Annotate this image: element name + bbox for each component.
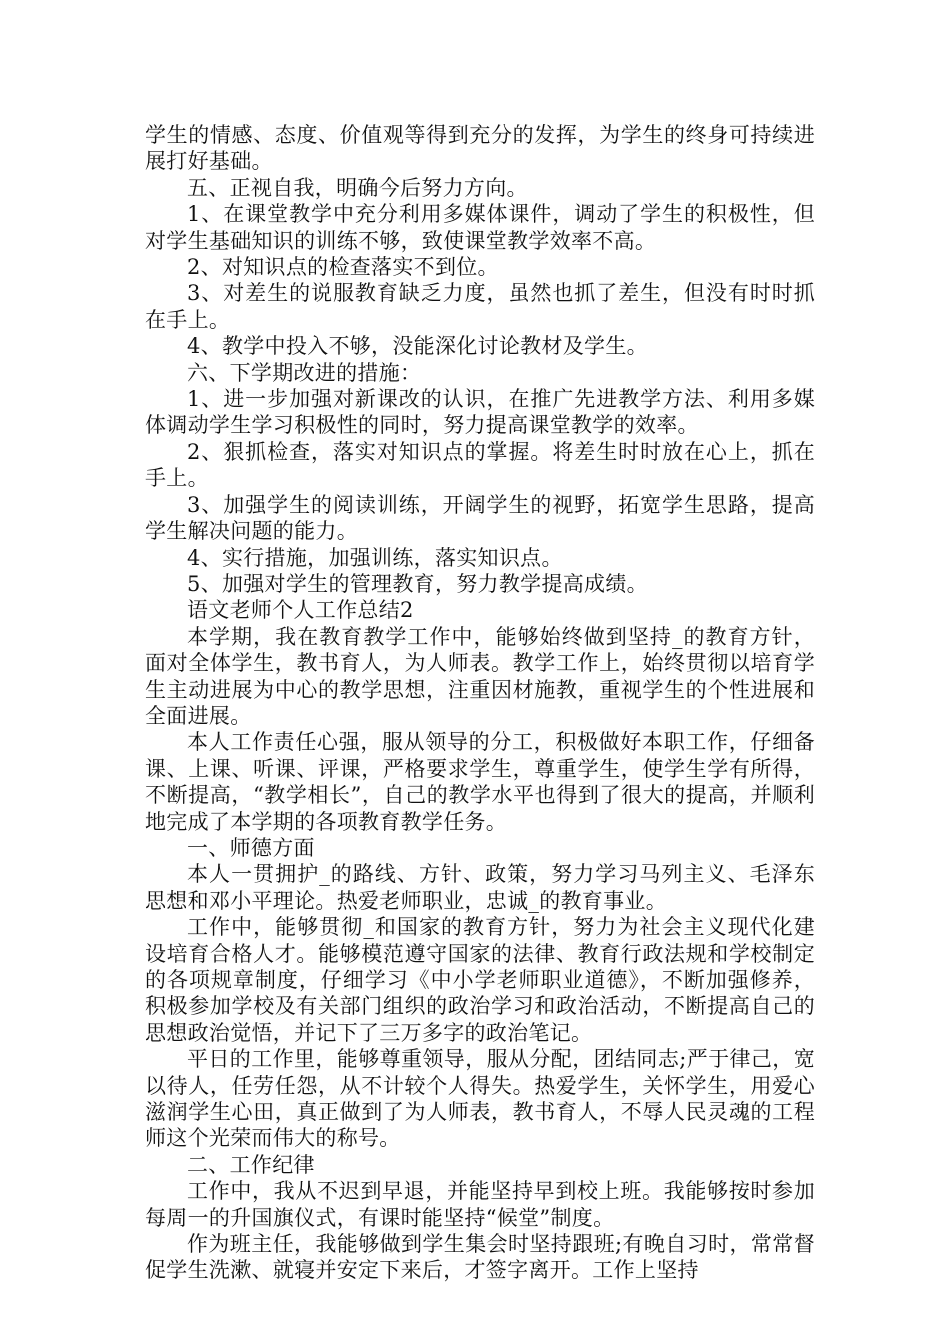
- section-heading: 二、工作纪律: [187, 1152, 315, 1177]
- paragraph: 5、加强对学生的管理教育，努力教学提高成绩。: [187, 571, 648, 596]
- document-body: [145, 122, 815, 1284]
- paragraph: 本学期，我在教育教学工作中，能够始终做到坚持_的教育方针，面对全体学生，教书育人，为人师表。教学工作上，始终贯彻以培育学生主动进展为中心的教学思想，注重因材施教，重视学生的个性进展和全面进展。: [145, 624, 815, 728]
- paragraph: 作为班主任，我能够做到学生集会时坚持跟班;有晚自习时，常常督促学生洗漱、就寝并安定下来后，才签字离开。工作上坚持: [145, 1232, 815, 1283]
- paragraph: 平日的工作里，能够尊重领导，服从分配，团结同志;严于律己，宽以待人，任劳任怨，从不计较个人得失。热爱学生，关怀学生，用爱心滋润学生心田，真正做到了为人师表，教书育人，不辱人民灵魂的工程师这个光荣而伟大的称号。: [145, 1047, 815, 1151]
- paragraph: 本人工作责任心强，服从领导的分工，积极做好本职工作，仔细备课、上课、听课、评课，严格要求学生，尊重学生，使学生学有所得，不断提高，“教学相长”，自己的教学水平也得到了很大的提高，并顺利地完成了本学期的各项教育教学任务。: [145, 730, 815, 834]
- paragraph: 1、在课堂教学中充分利用多媒体课件，调动了学生的积极性，但对学生基础知识的训练不够，致使课堂教学效率不高。: [145, 202, 815, 253]
- paragraph: 1、进一步加强对新课改的认识，在推广先进教学方法、利用多媒体调动学生学习积极性的同时，努力提高课堂教学的效率。: [145, 387, 815, 438]
- paragraph: 工作中，我从不迟到早退，并能坚持早到校上班。我能够按时参加每周一的升国旗仪式，有课时能坚持“候堂”制度。: [145, 1179, 815, 1230]
- paragraph: 2、狠抓检查，落实对知识点的掌握。将差生时时放在心上，抓在手上。: [145, 439, 815, 491]
- paragraph: 4、实行措施，加强训练，落实知识点。: [187, 545, 563, 570]
- paragraph: 4、教学中投入不够，没能深化讨论教材及学生。: [187, 334, 648, 359]
- paragraph: 工作中，能够贯彻_和国家的教育方针，努力为社会主义现代化建设培育合格人才。能够模范遵守国家的法律、教育行政法规和学校制定的各项规章制度，仔细学习《中小学老师职业道德》，不断加强修养，积极参加学校及有关部门组织的政治学习和政治活动，不断提高自己的思想政治觉悟，并记下了三万多字的政治笔记。: [145, 915, 815, 1045]
- paragraph: 本人一贯拥护_的路线、方针、政策，努力学习马列主义、毛泽东思想和邓小平理论。热爱老师职业，忠诚_的教育事业。: [145, 862, 815, 913]
- paragraph: 3、对差生的说服教育缺乏力度，虽然也抓了差生，但没有时时抓在手上。: [145, 281, 815, 332]
- section-heading: 一、师德方面: [187, 835, 315, 860]
- document-title: 语文老师个人工作总结2: [187, 598, 414, 623]
- section-heading: 五、正视自我，明确今后努力方向。: [187, 175, 528, 200]
- paragraph: 2、对知识点的检查落实不到位。: [187, 255, 499, 280]
- paragraph: 学生的情感、态度、价值观等得到充分的发挥，为学生的终身可持续进展打好基础。: [145, 123, 815, 174]
- paragraph: 3、加强学生的阅读训练，开阔学生的视野，拓宽学生思路，提高学生解决问题的能力。: [145, 492, 815, 544]
- section-heading: 六、下学期改进的措施：: [187, 360, 422, 385]
